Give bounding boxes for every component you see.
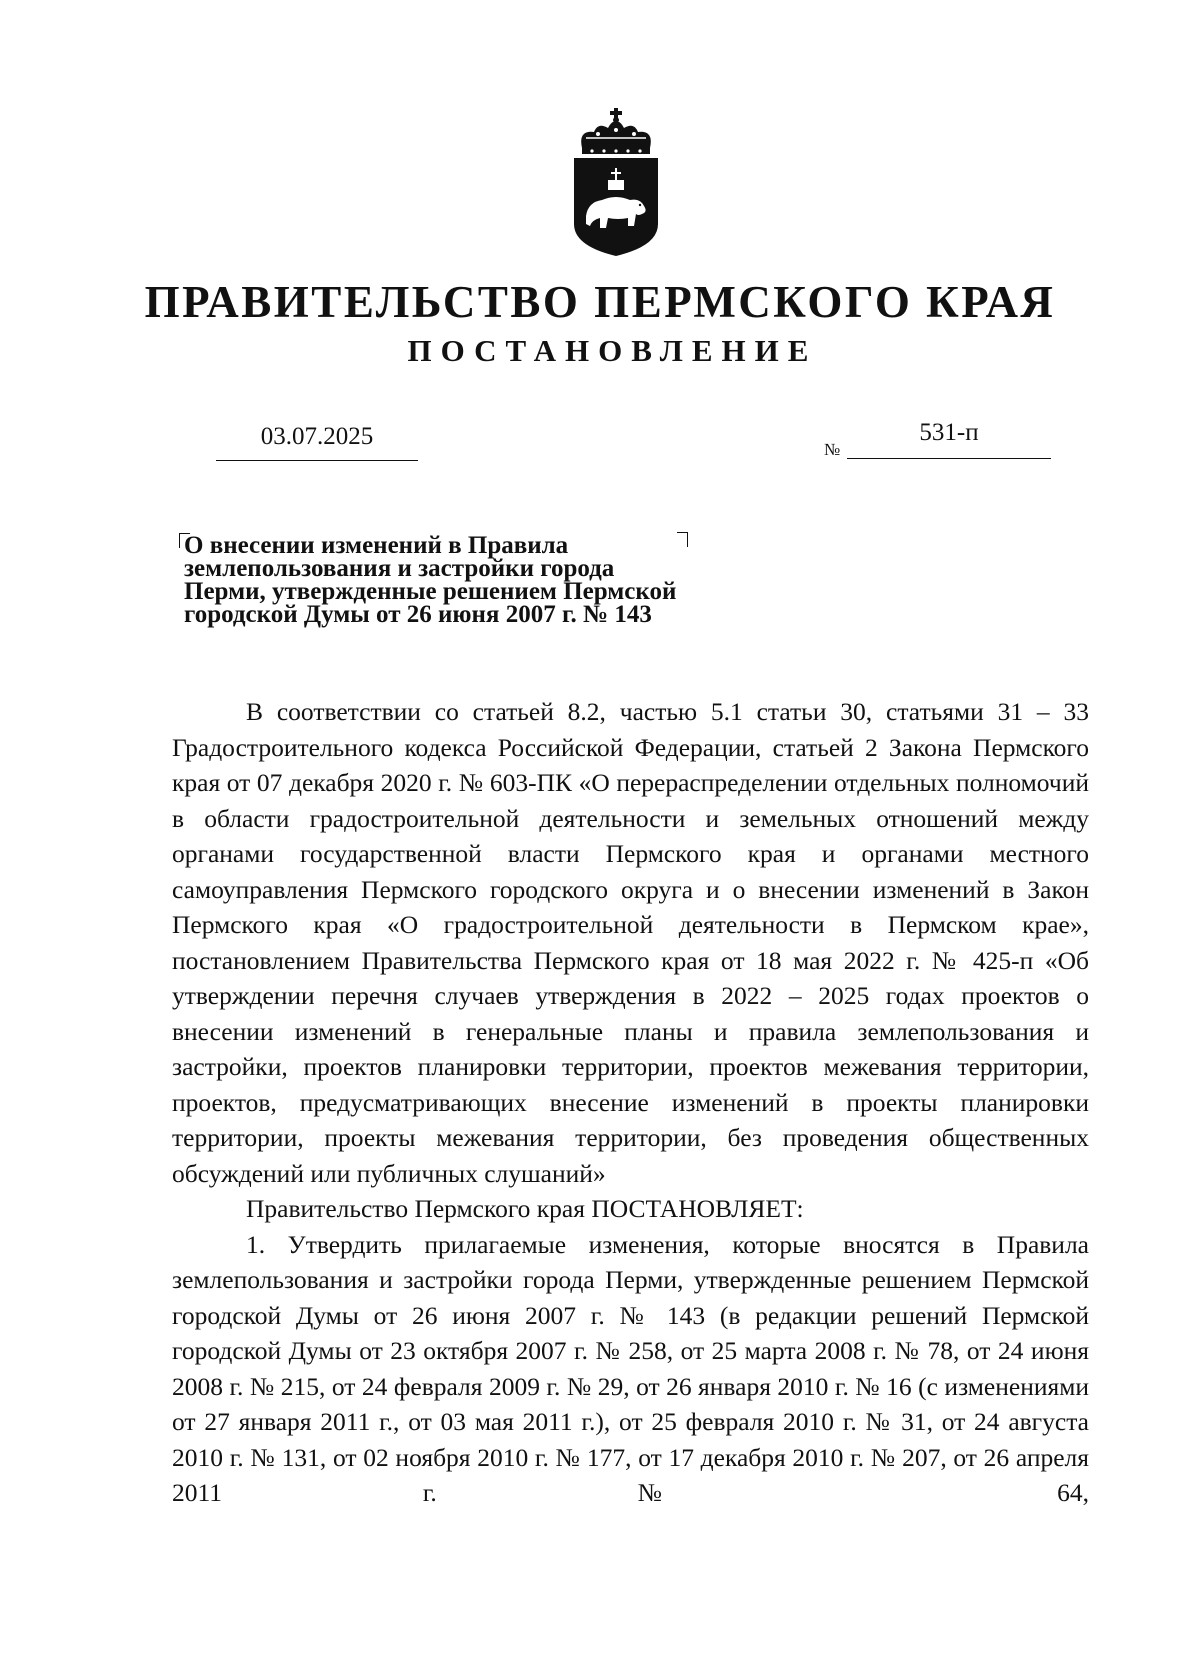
- date-value: 03.07.2025: [260, 423, 374, 450]
- document-type: ПОСТАНОВЛЕНИЕ: [407, 333, 818, 368]
- date-field: [216, 420, 418, 461]
- body-paragraph-item-1: 1. Утвердить прилагаемые изменения, которые вносятся в Правила землепользования и застройки города Перми, утвержденные решением Пермской городской Думы от 26 июня 2007 г. № 143 (в редакции решений Пермской городской Думы от 23 октября 2007 г. № 258, от 25 марта 2008 г. № 78, от 24 июня 2008 г. № 215, от 24 февраля 2009 г. № 29, от 26 января 2010 г. № 16 (с изменениями от 27 января 2011 г., от 03 мая 2011 г.), от 25 февраля 2010 г. № 31, от 24 августа 2010 г. № 131, от 02 ноября 2010 г. № 177, от 17 декабря 2010 г. № 207, от 26 апреля 2011 г. № 64,: [172, 1229, 1089, 1507]
- coat-of-arms-icon: [568, 108, 664, 258]
- subject-line: землепользования и застройки города: [184, 555, 615, 582]
- number-field: [847, 416, 1051, 459]
- body-paragraph-preamble: В соответствии со статьей 8.2, частью 5.1 статьи 30, статьями 31 – 33 Градостроительного кодекса Российской Федерации, статьей 2 Закона Пермского края от 07 декабря 2020 г. № 603-ПК «О перераспределении отдельных полномочий в области градостроительной деятельности и земельных отношений между органами государственной власти Пермского края и органами местного самоуправления Пермского городского округа и о внесении изменений в Закон Пермского края «О градостроительной деятельности в Пермском крае», постановлением Правительства Пермского края от 18 мая 2022 г. № 425-п «Об утверждении перечня случаев утверждения в 2022 – 2025 годах проектов о внесении изменений в генеральные планы и правила землепользования и застройки, проектов планировки территории, проектов межевания территории, проектов, предусматривающих внесение изменений в проекты планировки территории, проекты межевания территории, без проведения общественных обсуждений или публичных слушаний»: [172, 697, 1089, 1188]
- subject-line: Перми, утвержденные решением Пермской: [184, 578, 677, 605]
- document-subject: [184, 534, 744, 626]
- government-title: ПРАВИТЕЛЬСТВО ПЕРМСКОГО КРАЯ: [144, 277, 1056, 327]
- subject-line: городской Думы от 26 июня 2007 г. № 143: [184, 601, 652, 628]
- subject-line: О внесении изменений в Правила: [184, 532, 569, 559]
- number-value: 531-п: [919, 419, 979, 446]
- body-paragraph-resolves: Правительство Пермского края ПОСТАНОВЛЯЕТ:: [246, 1194, 804, 1223]
- document-body: [172, 694, 1089, 1511]
- number-sign: №: [824, 440, 841, 459]
